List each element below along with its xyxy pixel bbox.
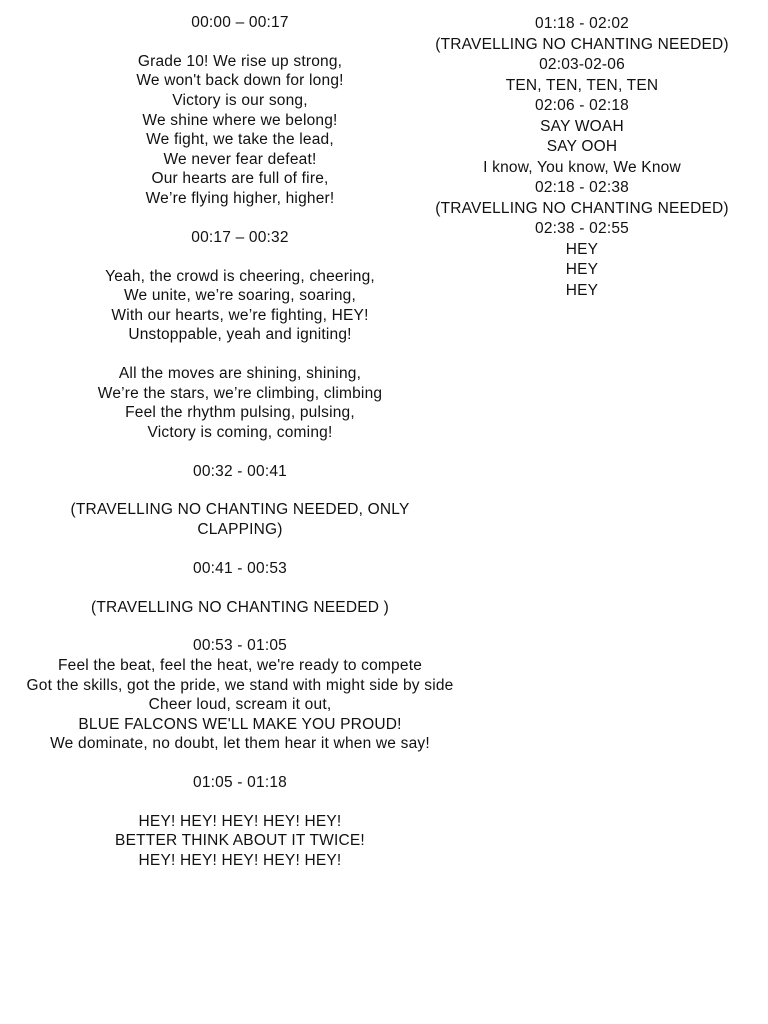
spacer [12,33,468,52]
lyric-line: We dominate, no doubt, let them hear it when we say! [50,735,430,753]
spacer [12,345,468,364]
stage-direction: (TRAVELLING NO CHANTING NEEDED ) [90,598,390,616]
spacer [12,578,468,597]
lyric-line: With our hearts, we’re fighting, HEY! [111,306,369,324]
lyric-line: HEY [565,240,599,258]
lyric-line: Victory is coming, coming! [147,423,333,441]
lyric-line: We unite, we’re soaring, soaring, [123,287,357,305]
lyric-line: All the moves are shining, shining, [118,365,362,383]
timestamp: 00:00 – 00:17 [191,14,289,31]
timestamp: 02:06 - 02:18 [535,97,629,114]
timestamp: 02:03-02-06 [539,56,625,73]
stage-direction: (TRAVELLING NO CHANTING NEEDED) [435,35,729,53]
lyric-line: We never fear defeat! [163,150,317,168]
lyric-line: We’re the stars, we’re climbing, climbing [97,384,383,402]
lyric-line: HEY [565,281,599,299]
spacer [12,209,468,228]
lyric-line: TEN, TEN, TEN, TEN [505,76,659,94]
lyric-line: Feel the beat, feel the heat, we're ready to compete [57,656,423,674]
timestamp: 00:41 - 00:53 [193,559,287,577]
right-lyrics-column [408,14,756,301]
lyric-line: Cheer loud, scream it out, [148,696,332,714]
lyric-line: Our hearts are full of fire, [151,170,329,188]
spacer [12,247,468,266]
timestamp: 00:17 – 00:32 [191,228,289,246]
lyric-line: We’re flying higher, higher! [145,189,335,207]
lyric-line: SAY OOH [546,138,618,155]
lyric-line: HEY! HEY! HEY! HEY! HEY! [138,852,342,870]
lyric-line: Got the skills, got the pride, we stand with might side by side [26,676,454,694]
spacer [12,442,468,461]
lyric-line: We shine where we belong! [142,111,338,129]
spacer [12,793,468,812]
lyric-line: We fight, we take the lead, [146,131,334,149]
lyric-line: Victory is our song, [172,91,308,109]
lyric-line: HEY [565,261,599,278]
lyric-line: We won't back down for long! [136,72,344,90]
lyric-line: BLUE FALCONS WE'LL MAKE YOU PROUD! [78,715,402,733]
spacer [12,540,468,559]
timestamp: 00:32 - 00:41 [193,462,287,480]
lyric-line: HEY! HEY! HEY! HEY! HEY! [138,812,342,830]
spacer [12,481,468,500]
timestamp: 02:18 - 02:38 [535,179,629,196]
timestamp: 01:18 - 02:02 [535,15,629,32]
timestamp: 01:05 - 01:18 [193,774,287,792]
stage-direction: (TRAVELLING NO CHANTING NEEDED, ONLY CLAPPING) [70,501,410,538]
spacer [12,617,468,636]
lyric-line: I know, You know, We Know [483,158,681,176]
timestamp: 00:53 - 01:05 [193,637,287,655]
lyric-line: SAY WOAH [540,117,624,135]
stage-direction: (TRAVELLING NO CHANTING NEEDED) [435,199,729,217]
lyric-line: Yeah, the crowd is cheering, cheering, [105,267,375,285]
timestamp: 02:38 - 02:55 [535,220,629,237]
left-lyrics-column [12,13,468,871]
spacer [12,754,468,773]
lyric-line: BETTER THINK ABOUT IT TWICE! [115,832,365,850]
lyric-line: Grade 10! We rise up strong, [137,52,343,70]
lyric-line: Feel the rhythm pulsing, pulsing, [125,404,355,422]
lyric-line: Unstoppable, yeah and igniting! [128,326,352,344]
